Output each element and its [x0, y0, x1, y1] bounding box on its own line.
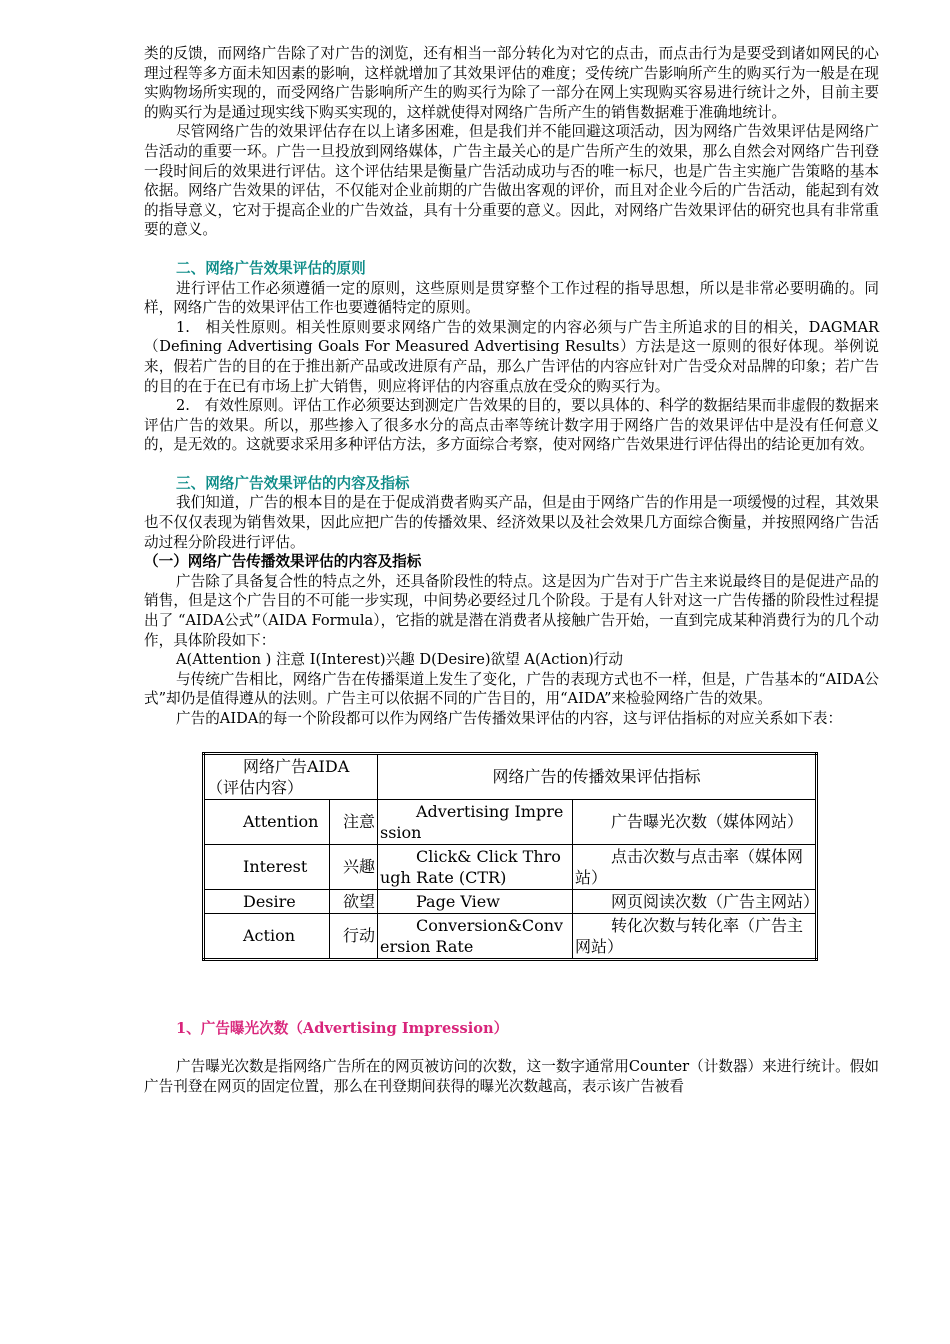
- stage-chinese: 行动: [330, 913, 378, 959]
- paragraph: 我们知道，广告的根本目的是在于促成消费者购买产品，但是由于网络广告的作用是一项缓慢的过程，其效果也不仅仅表现为销售效果，因此应把广告的传播效果、经济效果以及社会效果几方面综合衡量，并按照网络广告活动过程分阶段进行评估。: [144, 494, 879, 551]
- table-header-left: 网络广告AIDA（评估内容）: [204, 753, 378, 799]
- paragraph: 进行评估工作必须遵循一定的原则，这些原则是贯穿整个工作过程的指导思想，所以是非常必要明确的。同样，网络广告的效果评估工作也要遵循特定的原则。: [144, 279, 879, 317]
- paragraph: 广告的AIDA的每一个阶段都可以作为网络广告传播效果评估的内容，这与评估指标的对应关系如下表：: [176, 710, 843, 727]
- metric-english: Page View: [378, 889, 573, 913]
- table-row: [204, 913, 817, 959]
- paragraph: 广告除了具备复合性的特点之外，还具备阶段性的特点。这是因为广告对于广告主来说最终目的是促进产品的销售，但是这个广告目的不可能一步实现，中间势必要经过几个阶段。于是有人针对这一广告传播的阶段性过程提出了 “AIDA公式”（AIDA Formula），它指的就是潜在消费者从接触广告开始，一直到完成某种消费行为的几个动作，具体阶段如下：: [144, 572, 879, 649]
- paragraph: 广告曝光次数是指网络广告所在的网页被访问的次数，这一数字通常用Counter（计数器）来进行统计。假如广告刊登在网页的固定位置，那么在刊登期间获得的曝光次数越高，表示该广告被看: [144, 1058, 879, 1095]
- table-row: [204, 889, 817, 913]
- stage-chinese: 注意: [330, 799, 378, 844]
- section-heading: 二、网络广告效果评估的原则: [176, 259, 366, 277]
- stage-english: Attention: [204, 799, 330, 844]
- item-heading: 1、广告曝光次数（Advertising Impression）: [176, 1019, 509, 1037]
- stage-english: Desire: [204, 889, 330, 913]
- metric-chinese: 广告曝光次数（媒体网站）: [573, 799, 817, 844]
- aida-formula-line: A(Attention ) 注意 I(Interest)兴趣 D(Desire)欲望 A(Action)行动: [176, 651, 623, 669]
- metric-chinese: 转化次数与转化率（广告主网站）: [573, 913, 817, 959]
- paragraph: 2. 有效性原则。评估工作必须要达到测定广告效果的目的，要以具体的、科学的数据结果而非虚假的数据来评估广告的效果。所以，那些掺入了很多水分的高点击率等统计数字用于网络广告的效果评估中是没有任何意义的，是无效的。这就要求采用多种评估方法，多方面综合考察，使对网络广告效果进行评估得出的结论更加有效。: [144, 397, 879, 454]
- section-heading: 三、网络广告效果评估的内容及指标: [176, 474, 410, 492]
- paragraph: 尽管网络广告的效果评估存在以上诸多困难，但是我们并不能回避这项活动，因为网络广告效果评估是网络广告活动的重要一环。广告一旦投放到网络媒体，广告主最关心的是广告所产生的效果，那么自然会对网络广告刊登一段时间后的效果进行评估。这个评估结果是衡量广告活动成功与否的唯一标尺，也是广告主实施广告策略的基本依据。网络广告效果的评估，不仅能对企业前期的广告做出客观的评价，而且对企业今后的广告活动，能起到有效的指导意义，它对于提高企业的广告效益，具有十分重要的意义。因此，对网络广告效果评估的研究也具有非常重要的意义。: [144, 123, 879, 239]
- table-row: [204, 844, 817, 889]
- stage-chinese: 欲望: [330, 889, 378, 913]
- sub-heading: （一）网络广告传播效果评估的内容及指标: [144, 553, 422, 571]
- aida-metrics-table: [202, 752, 818, 961]
- paragraph: 类的反馈，而网络广告除了对广告的浏览，还有相当一部分转化为对它的点击，而点击行为是要受到诸如网民的心理过程等多方面未知因素的影响，这样就增加了其效果评估的难度；受传统广告影响所产生的购买行为一般是在现实购物场所实现的，而受网络广告影响所产生的购买行为除了一部分在网上实现购买容易进行统计之外，目前主要的购买行为是通过现实线下购买实现的，这样就使得对网络广告所产生的销售数据难于准确地统计。: [144, 45, 879, 121]
- table-row: [204, 799, 817, 844]
- paragraph: 与传统广告相比，网络广告在传播渠道上发生了变化，广告的表现方式也不一样，但是，广告基本的“AIDA公式”却仍是值得遵从的法则。广告主可以依据不同的广告目的，用“AIDA”来检验网络广告的效果。: [144, 670, 879, 708]
- metric-english: Click& Click Through Rate (CTR): [378, 844, 573, 889]
- metric-chinese: 点击次数与点击率（媒体网站）: [573, 844, 817, 889]
- document-page: [144, 44, 879, 1096]
- stage-english: Interest: [204, 844, 330, 889]
- table-header-right: 网络广告的传播效果评估指标: [378, 753, 817, 799]
- paragraph: 1. 相关性原则。相关性原则要求网络广告的效果测定的内容必须与广告主所追求的目的相关，DAGMAR（Defining Advertising Goals For Measured Advertising Results）方法是这一原则的很好体现。举例说来，假若广告的目的在于推出新产品或改进原有产品，那么广告评估的内容应针对广告受众对品牌的印象；若广告的目的在于在已有市场上扩大销售，则应将评估的内容重点放在受众的购买行为。: [144, 318, 879, 395]
- stage-english: Action: [204, 913, 330, 959]
- stage-chinese: 兴趣: [330, 844, 378, 889]
- metric-chinese: 网页阅读次数（广告主网站）: [573, 889, 817, 913]
- metric-english: Conversion&Conversion Rate: [378, 913, 573, 959]
- table-header-row: [204, 753, 817, 799]
- metric-english: Advertising Impression: [378, 799, 573, 844]
